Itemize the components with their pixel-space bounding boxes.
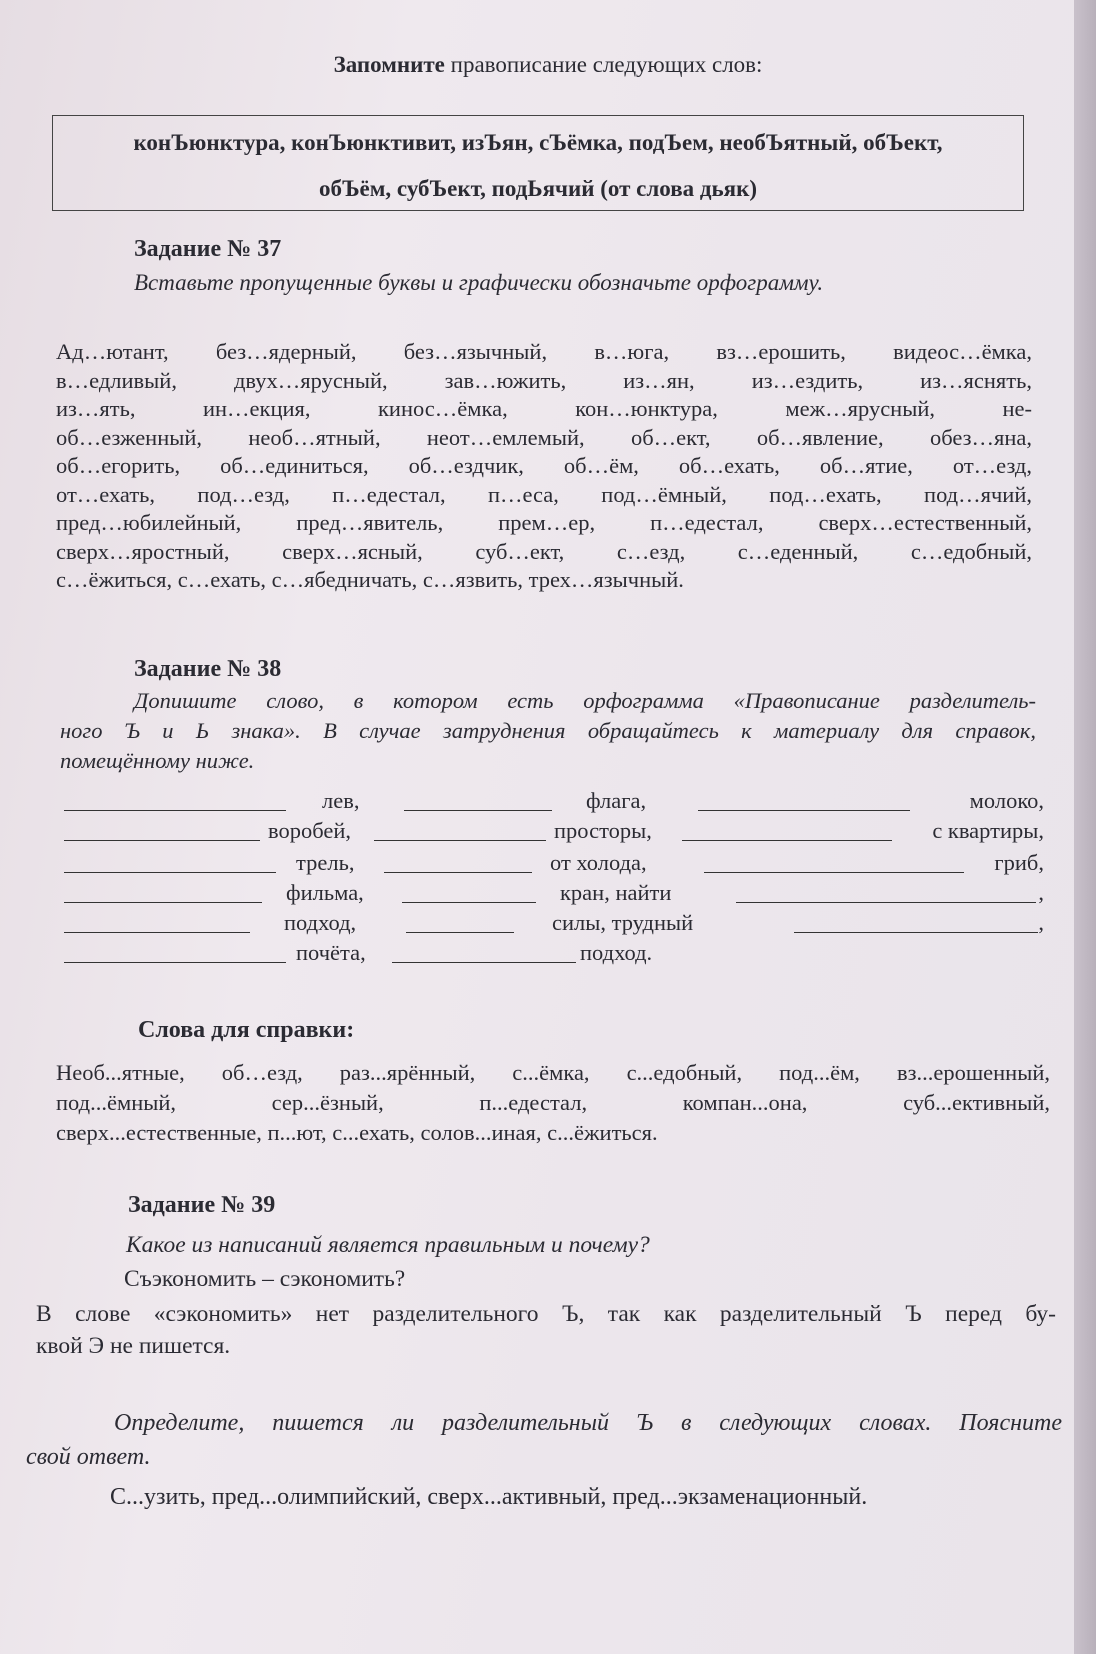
fill-row <box>64 940 1044 970</box>
task-38-instruction-line: помещённому ниже. <box>60 748 255 773</box>
task-39-question: Какое из написаний является правильным и почему? <box>126 1232 650 1258</box>
fill-word: подход, <box>284 910 357 935</box>
task-37-line: сверх…яростный, сверх…ясный, суб…ект, с…езд, с…еденный, с…едобный, <box>56 538 1032 564</box>
spelling-box-line-2: обЪём, субЪект, подЬячий (от слова дьяк) <box>318 176 758 201</box>
fill-word: молоко, <box>969 788 1044 813</box>
task-39-answer-line: квой Э не пишется. <box>36 1333 231 1359</box>
reference-line: Необ...ятные, об…езд, раз...ярённый, с...ёмка, с...едобный, под...ём, вз...ерошенный, <box>56 1060 1050 1085</box>
fill-row <box>64 910 1044 940</box>
task-37-line: от…ехать, под…езд, п…едестал, п…еса, под…ёмный, под…ехать, под…ячий, <box>56 481 1032 507</box>
fill-word: фильма, <box>286 880 364 905</box>
answer-blank[interactable] <box>736 880 1036 903</box>
answer-blank[interactable] <box>64 880 262 903</box>
task-39-instruction-line: свой ответ. <box>26 1444 151 1470</box>
fill-word: кран, найти <box>560 880 672 905</box>
task-39-options: Съэкономить – сэкономить? <box>124 1266 406 1292</box>
answer-blank[interactable] <box>392 940 576 963</box>
page-heading <box>0 52 1096 78</box>
task-39-title: Задание № 39 <box>128 1192 276 1218</box>
task-39-instruction-line: Определите, пишется ли разделительный Ъ в следующих словах. Поясните <box>114 1410 1062 1436</box>
heading-rest: правописание следующих слов: <box>444 52 763 77</box>
page-edge <box>1074 0 1096 1654</box>
task-37-words <box>56 338 1032 595</box>
fill-word: с квартиры, <box>932 818 1044 843</box>
answer-blank[interactable] <box>402 880 536 903</box>
task-37-title: Задание № 37 <box>134 236 282 262</box>
task-38-instruction <box>60 686 1036 776</box>
fill-word: гриб, <box>994 850 1044 875</box>
answer-blank[interactable] <box>374 818 546 841</box>
fill-row <box>64 850 1044 880</box>
task-38-instruction-line: ного Ъ и Ь знака». В случае затруднения обращайтесь к материалу для справок, <box>60 718 1036 743</box>
fill-word: воробей, <box>268 818 352 843</box>
answer-blank[interactable] <box>64 850 276 873</box>
spelling-box-line-1: конЪюнктура, конЪюнктивит, изЪян, сЪёмка, подЪем, необЪятный, обЪект, <box>133 130 943 155</box>
task-39-words: С...узить, пред...олимпийский, сверх...активный, пред...экзаменационный. <box>110 1484 868 1510</box>
fill-row <box>64 880 1044 910</box>
fill-word: почёта, <box>296 940 366 965</box>
task-38-instruction-line: Допишите слово, в котором есть орфограмма «Правописание разделитель- <box>134 688 1036 713</box>
task-37-instruction: Вставьте пропущенные буквы и графически обозначьте орфограмму. <box>134 270 824 295</box>
answer-blank[interactable] <box>384 850 532 873</box>
task-37-line: из…ять, ин…екция, кинос…ёмка, кон…юнктура, меж…ярусный, не- <box>56 396 1032 421</box>
fill-word: , <box>1038 910 1044 935</box>
heading-bold: Запомните <box>333 52 445 77</box>
fill-word: силы, трудный <box>552 910 694 935</box>
answer-blank[interactable] <box>406 910 514 933</box>
answer-blank[interactable] <box>794 910 1038 933</box>
fill-row <box>64 818 1044 848</box>
task-37-line: об…езженный, необ…ятный, неот…емлемый, об…ект, об…явление, обез…яна, <box>56 424 1032 450</box>
reference-words <box>56 1058 1050 1148</box>
fill-word: лев, <box>322 788 360 813</box>
spelling-box <box>52 115 1024 211</box>
fill-word: просторы, <box>554 818 652 843</box>
fill-word: , <box>1038 880 1044 905</box>
reference-line: сверх...естественные, п...ют, с...ехать, солов...иная, с...ёжиться. <box>56 1120 658 1145</box>
fill-word: трель, <box>296 850 355 875</box>
fill-row <box>64 788 1044 818</box>
task-39-answer-line: В слове «сэкономить» нет разделительного Ъ, так как разделительный Ъ перед бу- <box>36 1301 1056 1327</box>
fill-word: от холода, <box>550 850 647 875</box>
task-39-instruction <box>26 1406 1062 1474</box>
reference-line: под...ёмный, сер...ёзный, п...едестал, компан...она, суб...ективный, <box>56 1090 1050 1115</box>
task-37-line: с…ёжиться, с…ехать, с…ябедничать, с…язвить, трех…язычный. <box>56 567 684 592</box>
answer-blank[interactable] <box>682 818 892 841</box>
task-38-title: Задание № 38 <box>134 656 282 682</box>
task-39-answer <box>36 1298 1056 1362</box>
answer-blank[interactable] <box>64 910 250 933</box>
task-37-line: Ад…ютант, без…ядерный, без…язычный, в…юга, вз…ерошить, видеос…ёмка, <box>56 339 1032 364</box>
task-37-line: в…едливый, двух…ярусный, зав…южить, из…ян, из…ездить, из…яснять, <box>56 367 1032 393</box>
answer-blank[interactable] <box>698 788 910 811</box>
answer-blank[interactable] <box>64 940 286 963</box>
fill-word: флага, <box>586 788 647 813</box>
answer-blank[interactable] <box>64 818 260 841</box>
task-37-line: пред…юбилейный, пред…явитель, прем…ер, п…едестал, сверх…естественный, <box>56 510 1032 535</box>
fill-word: подход. <box>580 940 653 965</box>
answer-blank[interactable] <box>704 850 964 873</box>
answer-blank[interactable] <box>64 788 286 811</box>
answer-blank[interactable] <box>404 788 552 811</box>
task-37-line: об…егорить, об…единиться, об…ездчик, об…ём, об…ехать, об…ятие, от…езд, <box>56 453 1032 478</box>
reference-title: Слова для справки: <box>138 1017 355 1043</box>
